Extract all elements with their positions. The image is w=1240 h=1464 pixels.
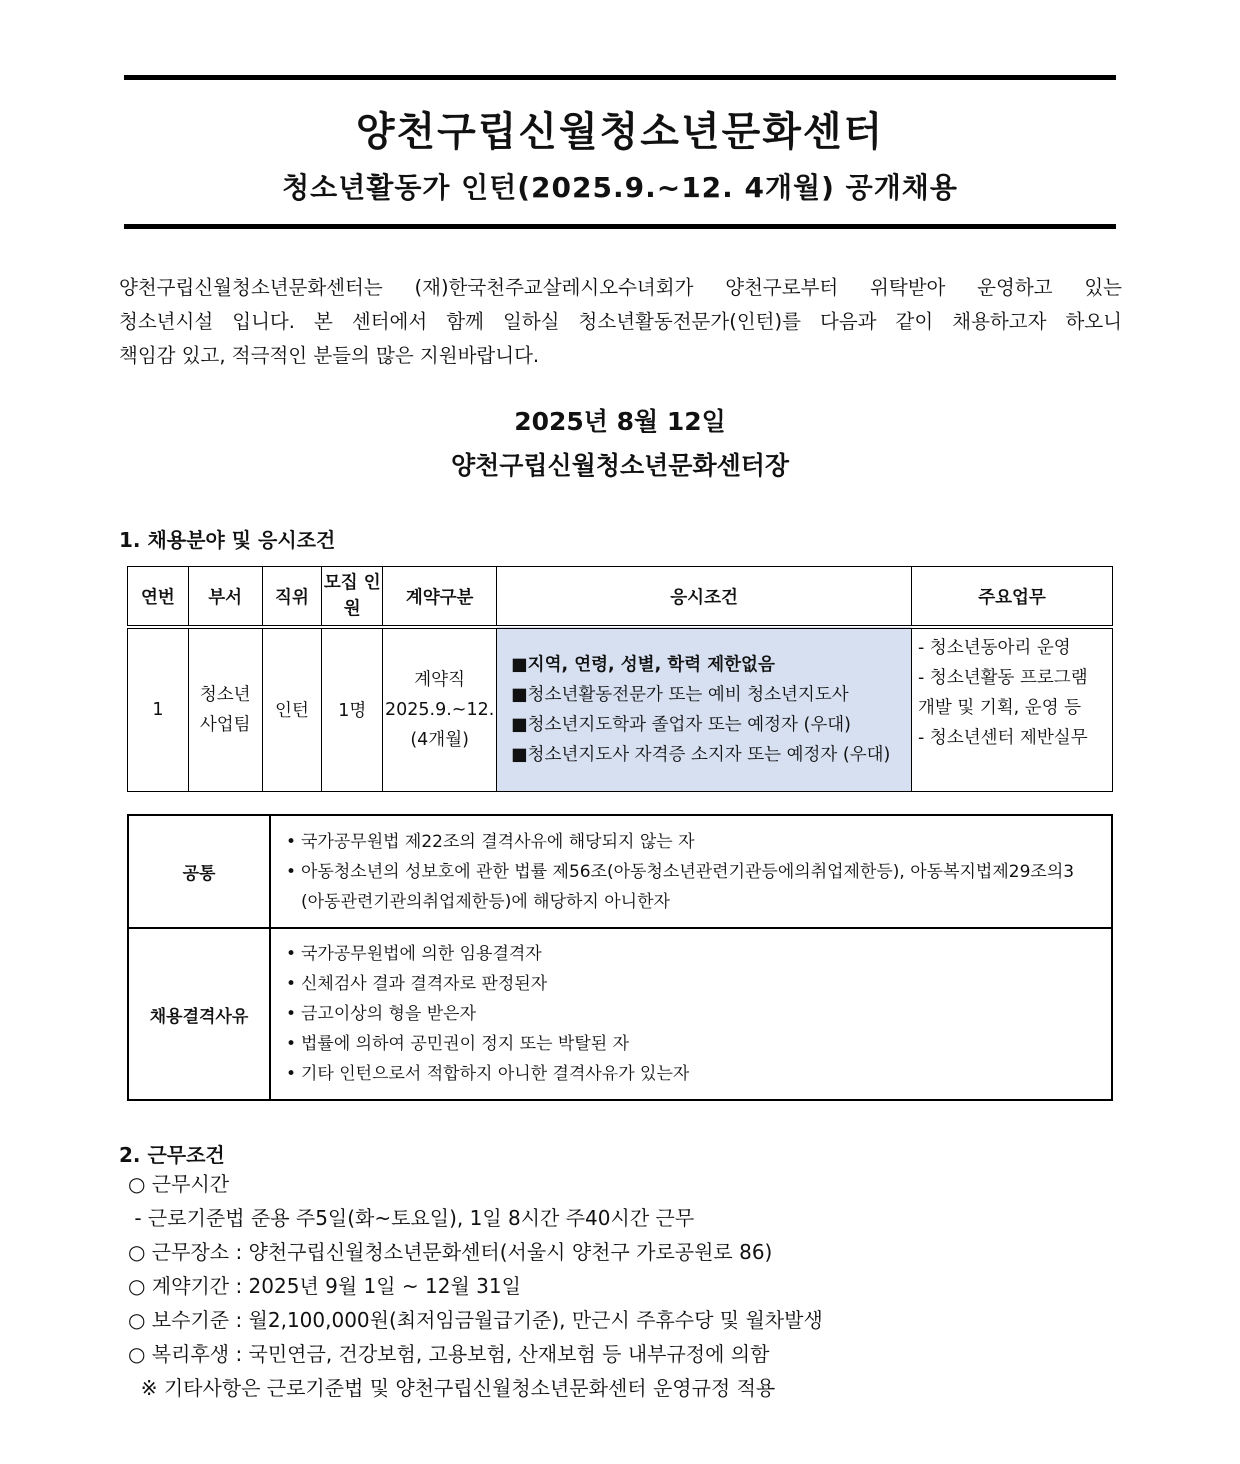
square-bullet-icon: ■: [511, 714, 528, 735]
condition-line: ※ 기타사항은 근로기준법 및 양천구립신월청소년문화센터 운영규정 적용: [128, 1376, 776, 1400]
dot-bullet-icon: •: [285, 1034, 297, 1054]
common-label: 공통: [128, 815, 270, 928]
square-bullet-icon: ■: [511, 744, 528, 765]
list-item: • 아동청소년의 성보호에 관한 법률 제56조(아동청소년관련기관등에의취업제한등), 아동복지법제29조의3: [281, 857, 1101, 887]
square-bullet-icon: ■: [511, 654, 528, 675]
duty-item: - 청소년활동 프로그램: [918, 668, 1088, 688]
square-bullet-icon: ■: [511, 684, 528, 705]
contract-months: (4개월): [410, 729, 469, 750]
disqualify-label: 채용결격사유: [128, 928, 270, 1100]
intro-line: 양천구립신월청소년문화센터는 (재)한국천주교살레시오수녀회가 양천구로부터 위탁받아 운영하고 있는: [119, 276, 1122, 299]
condition-line: ○ 보수기준 : 월2,100,000원(최저임금월급기준), 만근시 주휴수당 및 월차발생: [128, 1308, 823, 1332]
list-item: • 국가공무원법 제22조의 결격사유에 해당되지 않는 자: [281, 827, 1101, 857]
condition-line: - 근로기준법 준용 주5일(화~토요일), 1일 8시간 주40시간 근무: [128, 1206, 695, 1230]
common-items: [270, 815, 1112, 928]
column-header: 응시조건: [497, 567, 912, 628]
table-header-row: [128, 567, 1113, 628]
contract-type: 계약직: [414, 669, 465, 690]
page-title: 양천구립신월청소년문화센터: [355, 109, 885, 155]
section-title: 1. 채용분야 및 응시조건: [119, 528, 336, 552]
contract-period: 2025.9.~12.: [384, 699, 495, 720]
list-item: • 기타 인턴으로서 적합하지 아니한 결격사유가 있는자: [281, 1059, 1101, 1089]
column-header: 부서: [188, 567, 262, 628]
dot-bullet-icon: •: [285, 861, 297, 882]
column-header: 직위: [262, 567, 322, 628]
condition-item: ■청소년지도학과 졸업자 또는 예정자 (우대): [511, 714, 851, 735]
list-item: • 법률에 의하여 공민권이 정지 또는 박탈된 자: [281, 1029, 1101, 1059]
intro-paragraph: [119, 271, 1122, 373]
headcount-cell: 1명: [322, 627, 383, 791]
section-title: 2. 근무조건: [119, 1143, 225, 1167]
column-header: 주요업무: [912, 567, 1113, 628]
column-header: 계약구분: [383, 567, 497, 628]
bottom-rule: [124, 224, 1116, 229]
duty-item: - 청소년동아리 운영: [918, 638, 1071, 658]
condition-line: ○ 계약기간 : 2025년 9월 1일 ~ 12월 31일: [128, 1274, 521, 1298]
dot-bullet-icon: •: [285, 944, 297, 964]
page-subtitle: 청소년활동가 인턴(2025.9.~12. 4개월) 공개채용: [282, 171, 958, 204]
dot-bullet-icon: •: [285, 1064, 297, 1084]
condition-line: ○ 근무시간: [128, 1172, 230, 1196]
table-row: [128, 627, 1113, 791]
dot-bullet-icon: •: [285, 1004, 297, 1024]
column-header: 모집 인원: [322, 567, 383, 628]
dot-bullet-icon: •: [285, 831, 297, 852]
condition-line: ○ 복리후생 : 국민연금, 건강보험, 고용보험, 산재보험 등 내부규정에 의함: [128, 1342, 770, 1366]
common-row: [128, 815, 1112, 928]
list-item: • 국가공무원법에 의한 임용결격자: [281, 939, 1101, 969]
top-rule: [124, 75, 1116, 80]
condition-item: ■청소년지도사 자격증 소지자 또는 예정자 (우대): [511, 744, 891, 765]
department-cell: 청소년 사업팀: [188, 627, 262, 791]
duty-item: 개발 및 기획, 운영 등: [918, 698, 1082, 718]
intro-line: 책임감 있고, 적극적인 분들의 많은 지원바랍니다.: [119, 344, 540, 367]
list-item: • 금고이상의 형을 받은자: [281, 999, 1101, 1029]
contract-cell: [383, 627, 497, 791]
dot-bullet-icon: •: [285, 974, 297, 994]
disqualify-row: [128, 928, 1112, 1100]
condition-item: ■지역, 연령, 성별, 학력 제한없음: [511, 654, 775, 675]
list-item: • 신체검사 결과 결격자로 판정된자: [281, 969, 1101, 999]
condition-item: ■청소년활동전문가 또는 예비 청소년지도사: [511, 684, 849, 705]
position-cell: 인턴: [262, 627, 322, 791]
column-header: 연번: [128, 567, 189, 628]
requirements-table: [127, 814, 1113, 1101]
duty-item: - 청소년센터 제반실무: [918, 728, 1088, 748]
condition-line: ○ 근무장소 : 양천구립신월청소년문화센터(서울시 양천구 가로공원로 86): [128, 1240, 773, 1264]
announcement-signer: 양천구립신월청소년문화센터장: [450, 451, 790, 480]
conditions-cell: [497, 627, 912, 791]
list-item-continuation: (아동관련기관의취업제한등)에 해당하지 아니한자: [301, 891, 670, 912]
intro-line: 청소년시설 입니다. 본 센터에서 함께 일하실 청소년활동전문가(인턴)를 다음과 같이 채용하고자 하오니: [119, 310, 1122, 333]
duties-cell: [912, 627, 1113, 791]
disqualify-items: [270, 928, 1112, 1100]
row-number: 1: [128, 627, 189, 791]
announcement-date: 2025년 8월 12일: [514, 407, 726, 436]
work-conditions: [128, 1167, 823, 1405]
recruitment-table: [127, 566, 1113, 792]
